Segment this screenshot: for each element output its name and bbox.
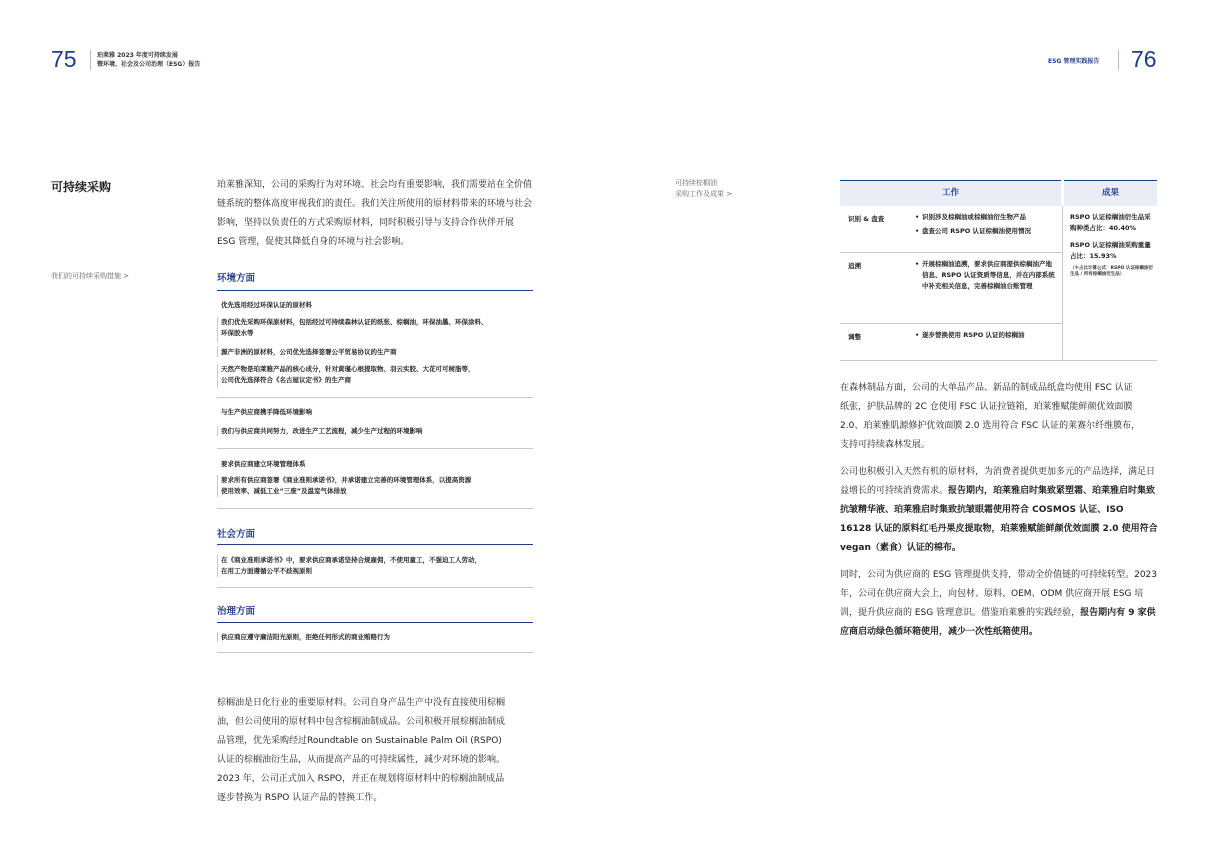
forest-line: 纸张，护肤品牌的 2C 仓使用 FSC 认证拉链箱，珀莱雅赋能鲜颜优效面膜	[840, 402, 1133, 412]
env-item-line: 要求所有供应商签署《商业准则承诺书》，并承诺建立完善的环境管理体系，以提高资源	[221, 476, 472, 484]
social-line: 在《商业准则承诺书》中，要求供应商承诺坚持合规雇佣，不使用童工，不强迫工人劳动，	[221, 556, 481, 564]
result-1: RSPO 认证棕榈油衍生品采购种类占比：40.40%	[1070, 213, 1151, 232]
work-item: • 识别涉及棕榈油或棕榈油衍生物产品	[914, 212, 1056, 223]
env-item-line: 天然产物是珀莱雅产品的核心成分，针对黄瑾心根提取物、羽云实胶、大花可可树脂等，	[221, 365, 475, 373]
work-item: • 逐步替换使用 RSPO 认证的棕榈油	[914, 330, 1056, 341]
supplier-text-bold: 报告期内有 9 家供应商启动绿色循环箱使用，减少一次性纸箱使用。	[840, 608, 1156, 637]
report-title	[97, 51, 200, 69]
result-cell	[1063, 206, 1158, 361]
env-item-5-desc	[217, 475, 532, 497]
row-label: 识别 & 盘查	[840, 206, 914, 253]
row-label: 追溯	[840, 253, 914, 324]
forest-line: 支持可持续森林发展。	[840, 440, 931, 450]
col-work-header: 工作	[840, 181, 1063, 207]
header-divider	[90, 50, 91, 70]
row-work	[914, 324, 1063, 361]
intro-paragraph: 珀莱雅深知，公司的采购行为对环境、社会均有重要影响，我们需要站在全价值链系统的整体高度审视我们的责任。我们关注所使用的原材料带来的环境与社会影响，坚持以负责任的方式采购原材料，同时积极引导与支持合作伙伴开展 ESG 管理，促使其降低自身的环境与社会影响。	[217, 180, 533, 247]
work-item: • 盘查公司 RSPO 认证棕榈油使用情况	[914, 226, 1056, 237]
palm-oil-table	[840, 180, 1157, 361]
supplier-paragraph	[840, 566, 1158, 642]
organic-text: 公司也积极引入天然有机的原材料，为消费者提供更加多元的产品选择，满足日益增长的可持续消费需求。	[840, 467, 1156, 496]
palm-oil-line: 品管理，优先采购经过Roundtable on Sustainable Palm Oil (RSPO)	[217, 736, 502, 746]
supplier-text: 同时，公司为供应商的 ESG 管理提供支持，带动全价值链的可持续转型。2023 年，公司在供应商大会上，向包材、原料、OEM、ODM 供应商开展 ESG 培训，提升供应商的 ESG 管理意识。借鉴珀莱雅的实践经验，	[840, 570, 1158, 618]
row-label: 调整	[840, 324, 914, 361]
left-page-number: 75	[51, 46, 77, 72]
environment-rule	[217, 290, 533, 291]
page-title: 可持续采购	[51, 180, 112, 194]
environment-heading: 环境方面	[217, 273, 256, 284]
item-divider	[217, 508, 533, 509]
env-item-4	[217, 407, 532, 417]
row-work	[914, 206, 1063, 253]
side-link-line2: 采购工作及成果 >	[675, 190, 733, 198]
governance-item	[217, 632, 532, 643]
result-2: RSPO 认证棕榈油采购重量占比：15.93%	[1070, 241, 1151, 260]
row-work	[914, 253, 1063, 324]
env-item-title: 要求供应商建立环境管理体系	[221, 460, 306, 468]
report-title-line2: 暨环境、社会及公司治理（ESG）报告	[97, 61, 201, 68]
governance-heading: 治理方面	[217, 606, 256, 617]
col-result-header: 成果	[1063, 181, 1158, 207]
organic-text-bold: 报告期内，珀莱雅启时集致紧塑霜、珀莱雅启时集致抗皱精华液、珀莱雅启时集致抗皱眼霜使用符合 COSMOS 认证、ISO 16128 认证的原料红毛丹果皮提取物，珀莱雅赋能鲜颜优效面膜 2.0 使用符合 vegan（素食）认证的棉布。	[840, 486, 1158, 553]
social-heading: 社会方面	[217, 529, 256, 540]
env-item-1	[217, 300, 532, 339]
env-item-5	[217, 459, 532, 469]
item-divider	[217, 587, 533, 588]
table-row	[840, 206, 1157, 253]
palm-oil-paragraph	[217, 694, 537, 808]
env-item-line: 公司优先选择符合《名古屋议定书》的生产商	[221, 376, 351, 384]
palm-oil-line: 认证的棕榈油衍生品，从而提高产品的可持续属性，减少对环境的影响。	[217, 755, 506, 765]
item-divider	[217, 652, 533, 653]
forest-paragraph	[840, 379, 1160, 455]
env-item-title: 优先选用经过环保认证的原材料	[221, 301, 312, 309]
forest-line: 2.0、珀莱雅肌源修护优效面膜 2.0 选用符合 FSC 认证的莱赛尔纤维膜布，	[840, 421, 1141, 431]
social-rule	[217, 544, 533, 545]
env-item-title: 与生产供应商携手降低环境影响	[221, 408, 312, 416]
palm-oil-line: 2023 年，公司正式加入 RSPO，并正在规划将原材料中的棕榈油制成品	[217, 774, 505, 784]
env-item-4-desc	[217, 426, 532, 437]
env-item-2	[217, 347, 532, 358]
env-item-line: 我们优先采购环保原材料，包括经过可持续森林认证的纸张、棕榈油，环保油墨、环保涂料、	[221, 318, 488, 326]
forest-line: 在森林制品方面，公司的大单品产品、新品的制成品纸盒均使用 FSC 认证	[840, 383, 1133, 393]
palm-oil-line: 棕榈油是日化行业的重要原材料。公司自身产品生产中没有直接使用棕榈	[217, 698, 506, 708]
report-title-line1: 珀莱雅 2023 年度可持续发展	[97, 52, 178, 59]
env-item-line: 我们与供应商共同努力，改进生产工艺流程，减少生产过程的环境影响	[221, 427, 423, 435]
governance-rule	[217, 622, 533, 623]
palm-oil-line: 油，但公司使用的原材料中包含棕榈油制成品。公司积极开展棕榈油制成	[217, 717, 506, 727]
side-link-measures[interactable]: 我们的可持续采购措施 >	[51, 272, 130, 280]
env-item-line: 使用效率、减低工业“三废”及温室气体排放	[221, 487, 347, 495]
side-link-palm-oil[interactable]	[675, 178, 732, 200]
result-note: （＊占比计算公式：RSPO 认证棕榈油衍生品 / 所有棕榈油衍生品）	[1070, 266, 1153, 277]
organic-paragraph	[840, 463, 1158, 558]
item-divider	[217, 448, 533, 449]
right-page-number: 76	[1131, 46, 1157, 72]
header-divider-right	[1118, 50, 1119, 70]
item-divider	[217, 397, 533, 398]
env-item-line: 源产非洲的原材料，公司优先选择签署公平贸易协议的生产商	[221, 348, 397, 356]
social-item	[217, 555, 532, 577]
env-item-line: 环保胶水等	[221, 329, 254, 337]
social-line: 在用工方面遵循公平不歧视原则	[221, 567, 312, 575]
env-item-3	[217, 364, 532, 386]
palm-oil-line: 逐步替换为 RSPO 认证产品的替换工作。	[217, 793, 383, 803]
side-link-line1: 可持续棕榈油	[675, 179, 717, 187]
governance-line: 供应商应遵守廉洁阳光原则，拒绝任何形式的商业贿赂行为	[221, 633, 390, 641]
section-header: ESG 管理实践报告	[1048, 58, 1100, 65]
work-item: • 开展棕榈油追溯，要求供应商提供棕榈油产地信息、RSPO 认证资质等信息，并在内部系统中补充相关信息，完善棕榈油台账管理	[914, 259, 1056, 292]
